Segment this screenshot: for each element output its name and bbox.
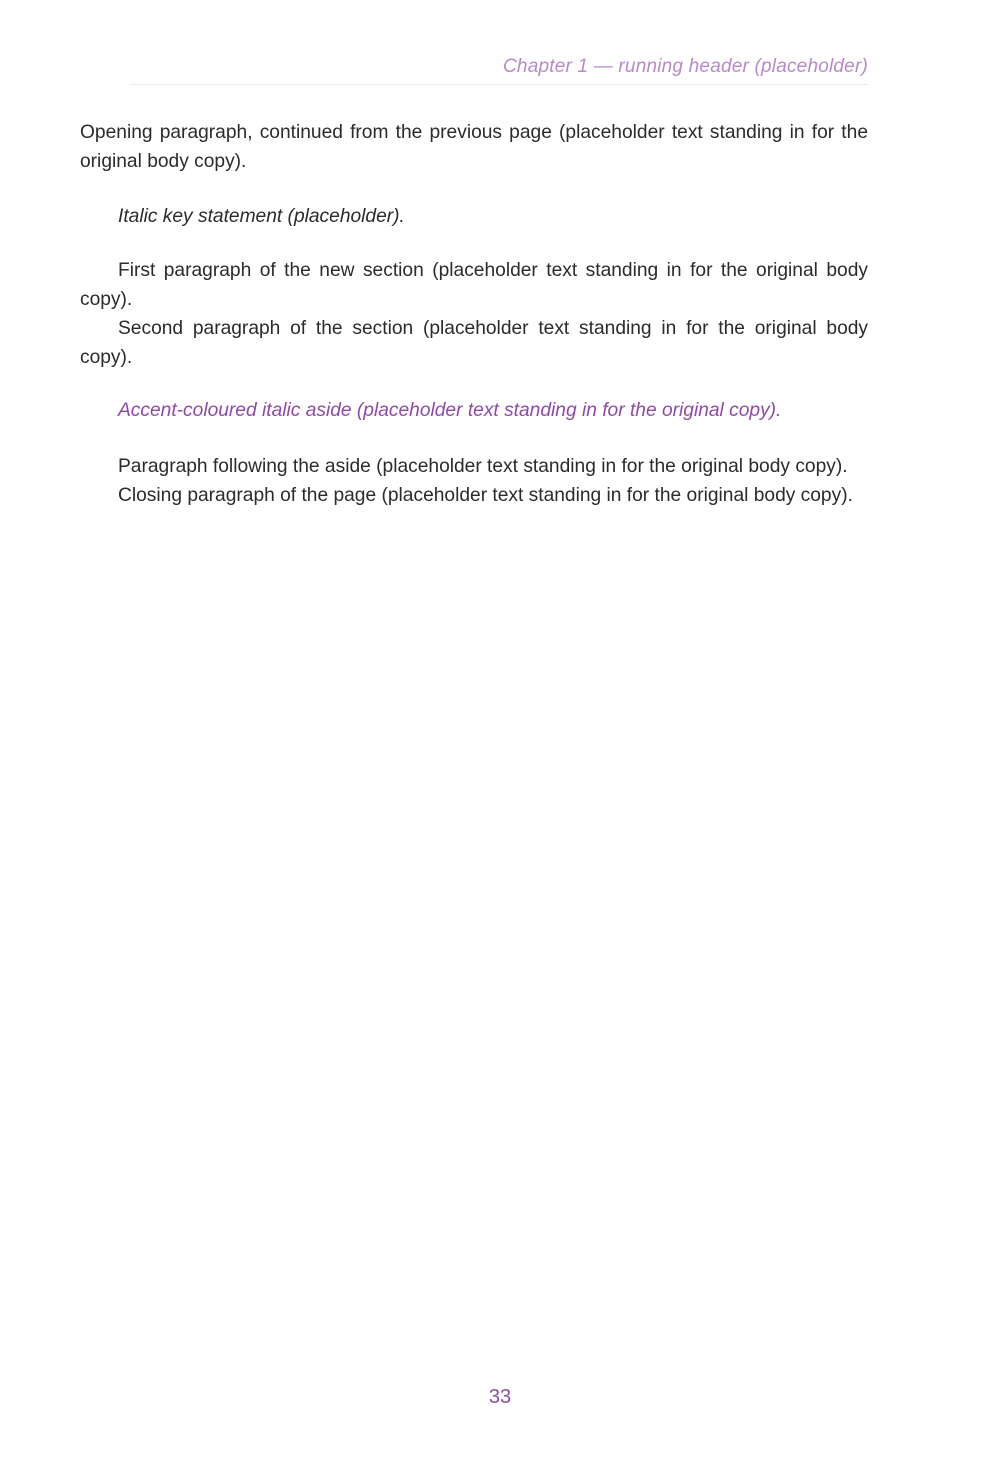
accent-aside: Accent-coloured italic aside (placeholder text standing in for the original copy). (118, 400, 782, 422)
paragraph-closing: Closing paragraph of the page (placeholder text standing in for the original body copy). (118, 484, 853, 506)
spacer (80, 426, 868, 452)
spacer (80, 372, 868, 396)
body-text (80, 118, 868, 510)
paragraph-section-1: First paragraph of the new section (placeholder text standing in for the original body copy). (80, 259, 868, 310)
header-divider (130, 84, 868, 85)
spacer (80, 232, 868, 256)
paragraph-after-aside: Paragraph following the aside (placeholder text standing in for the original body copy). (118, 455, 848, 477)
running-header: Chapter 1 — running header (placeholder) (503, 56, 868, 77)
paragraph-section-2: Second paragraph of the section (placeholder text standing in for the original body copy). (80, 318, 868, 369)
page-number: 33 (488, 1386, 512, 1408)
paragraph-continued: Opening paragraph, continued from the previous page (placeholder text standing in for the original body copy). (80, 122, 868, 173)
key-statement: Italic key statement (placeholder). (118, 206, 405, 228)
spacer (80, 176, 868, 202)
